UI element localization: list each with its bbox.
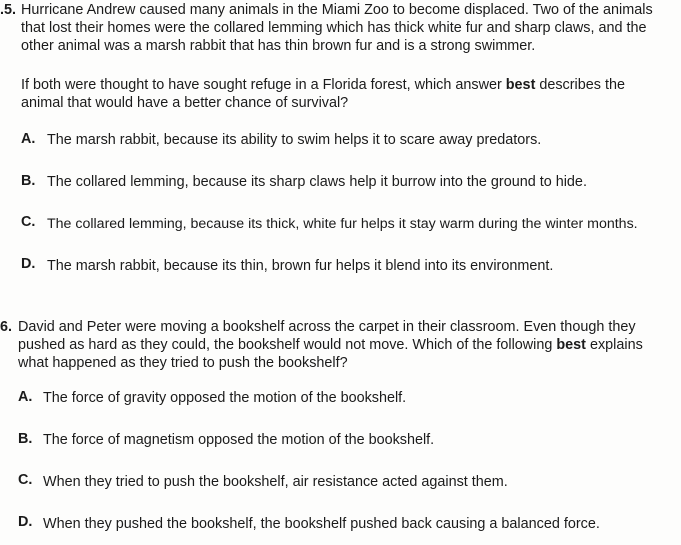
question-stem-line: other animal was a marsh rabbit that has thin brown fur and is a strong swimmer. [21, 38, 536, 54]
question-stem-line: that lost their homes were the collared lemming which has thick white fur and sharp claws, and the [21, 20, 647, 36]
prompt-emphasis: best [505, 77, 536, 93]
question-stem-line: Hurricane Andrew caused many animals in the Miami Zoo to become displaced. Two of the animals [21, 2, 653, 18]
option-letter: C. [21, 214, 36, 230]
option-letter: C. [18, 472, 33, 488]
option-text: When they tried to push the bookshelf, air resistance acted against them. [43, 474, 508, 490]
option-letter: A. [21, 131, 36, 147]
question-prompt-line: animal that would have a better chance of survival? [21, 95, 349, 111]
prompt-emphasis: best [556, 337, 586, 353]
question-prompt-line [21, 77, 625, 94]
option-letter: D. [18, 514, 33, 530]
prompt-text: pushed as hard as they could, the bookshelf would not move. Which of the following [18, 337, 557, 353]
option-text: The collared lemming, because its sharp claws help it burrow into the ground to hide. [47, 174, 587, 190]
option-text: The marsh rabbit, because its ability to swim helps it to scare away predators. [47, 132, 542, 148]
option-text: The force of gravity opposed the motion of the bookshelf. [43, 390, 407, 406]
option-text: The force of magnetism opposed the motion of the bookshelf. [43, 432, 435, 448]
question-stem-line: what happened as they tried to push the bookshelf? [18, 355, 348, 371]
option-text: The collared lemming, because its thick, white fur helps it stay warm during the winter months. [47, 216, 638, 232]
prompt-text: describes the [535, 77, 625, 93]
option-letter: A. [18, 389, 33, 405]
option-letter: B. [21, 173, 36, 189]
option-text: When they pushed the bookshelf, the bookshelf pushed back causing a balanced force. [43, 516, 600, 532]
question-number: 6. [0, 319, 13, 335]
question-number: .5. [0, 2, 16, 18]
question-stem-line [18, 337, 643, 354]
option-text: The marsh rabbit, because its thin, brown fur helps it blend into its environment. [47, 258, 554, 274]
prompt-text: explains [585, 337, 643, 353]
option-letter: B. [18, 431, 33, 447]
option-letter: D. [21, 256, 36, 272]
question-stem-line: David and Peter were moving a bookshelf across the carpet in their classroom. Even though they [18, 319, 636, 335]
prompt-text: If both were thought to have sought refuge in a Florida forest, which answer [21, 77, 506, 93]
